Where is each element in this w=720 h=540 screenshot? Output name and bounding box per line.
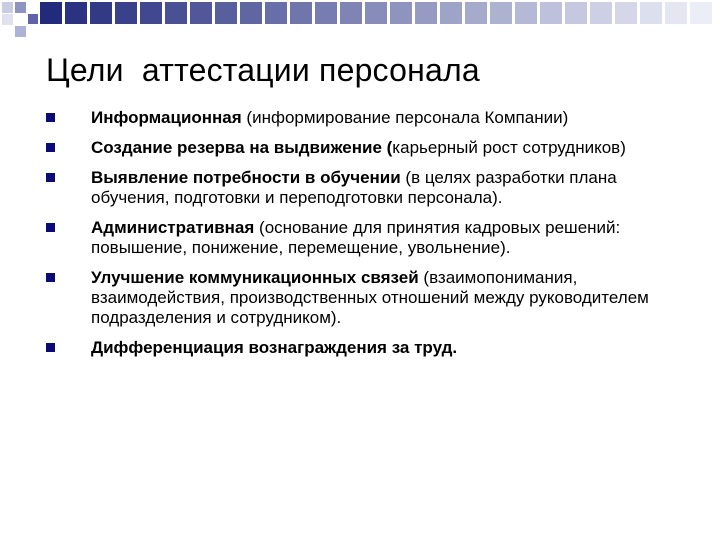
item-bold-text: Улучшение коммуникационных связей — [91, 268, 419, 287]
gradient-square — [465, 2, 487, 24]
bullet-item-reward-differentiation — [46, 338, 686, 358]
gradient-square — [290, 2, 312, 24]
item-bold-text: Информационная — [91, 108, 242, 127]
item-bold-text: Административная — [91, 218, 255, 237]
corner-square — [15, 2, 26, 13]
gradient-square — [265, 2, 287, 24]
item-rest-text: (в целях разработки плана обучения, подготовки и переподготовки персонала). — [91, 168, 617, 207]
bullet-item-administrative — [46, 218, 686, 258]
gradient-square — [515, 2, 537, 24]
gradient-square — [315, 2, 337, 24]
slide-title: Цели аттестации персонала — [46, 52, 480, 88]
gradient-squares-pattern — [0, 0, 720, 44]
square-bullet-icon — [46, 113, 55, 122]
gradient-square — [140, 2, 162, 24]
square-bullet-icon — [46, 173, 55, 182]
gradient-square — [665, 2, 687, 24]
gradient-square — [165, 2, 187, 24]
square-bullet-icon — [46, 143, 55, 152]
gradient-square — [90, 2, 112, 24]
gradient-square — [490, 2, 512, 24]
item-bold-text: Дифференциация вознаграждения за труд. — [91, 338, 458, 357]
gradient-square — [415, 2, 437, 24]
gradient-square — [690, 2, 712, 24]
gradient-square — [40, 2, 62, 24]
gradient-square — [340, 2, 362, 24]
item-rest-text: (информирование персонала Компании) — [241, 108, 569, 127]
corner-square — [2, 14, 13, 25]
square-bullet-icon — [46, 273, 55, 282]
gradient-square — [590, 2, 612, 24]
gradient-square — [65, 2, 87, 24]
gradient-square — [215, 2, 237, 24]
item-rest-text: (взаимопонимания, взаимодействия, производственных отношений между руководителем подразделения и сотрудником). — [91, 268, 649, 327]
item-bold-text: Создание резерва на выдвижение ( — [91, 138, 393, 157]
gradient-square — [440, 2, 462, 24]
square-bullet-icon — [46, 223, 55, 232]
bullet-item-communication — [46, 268, 686, 328]
bullet-list — [46, 108, 686, 368]
gradient-square — [240, 2, 262, 24]
item-bold-text: Выявление потребности в обучении — [91, 168, 401, 187]
gradient-square — [365, 2, 387, 24]
gradient-square — [190, 2, 212, 24]
gradient-square — [565, 2, 587, 24]
gradient-square — [615, 2, 637, 24]
corner-square — [28, 14, 38, 24]
bullet-item-informational — [46, 108, 686, 128]
decorative-header-strip — [0, 0, 720, 44]
gradient-square — [540, 2, 562, 24]
gradient-square — [115, 2, 137, 24]
corner-square — [15, 26, 26, 37]
bullet-item-reserve — [46, 138, 686, 158]
square-bullet-icon — [46, 343, 55, 352]
gradient-square — [640, 2, 662, 24]
item-rest-text: карьерный рост сотрудников) — [392, 138, 626, 157]
corner-square — [2, 2, 13, 13]
gradient-square — [390, 2, 412, 24]
bullet-item-training-needs — [46, 168, 686, 208]
item-rest-text: (основание для принятия кадровых решений: повышение, понижение, перемещение, увольнение). — [91, 218, 621, 257]
